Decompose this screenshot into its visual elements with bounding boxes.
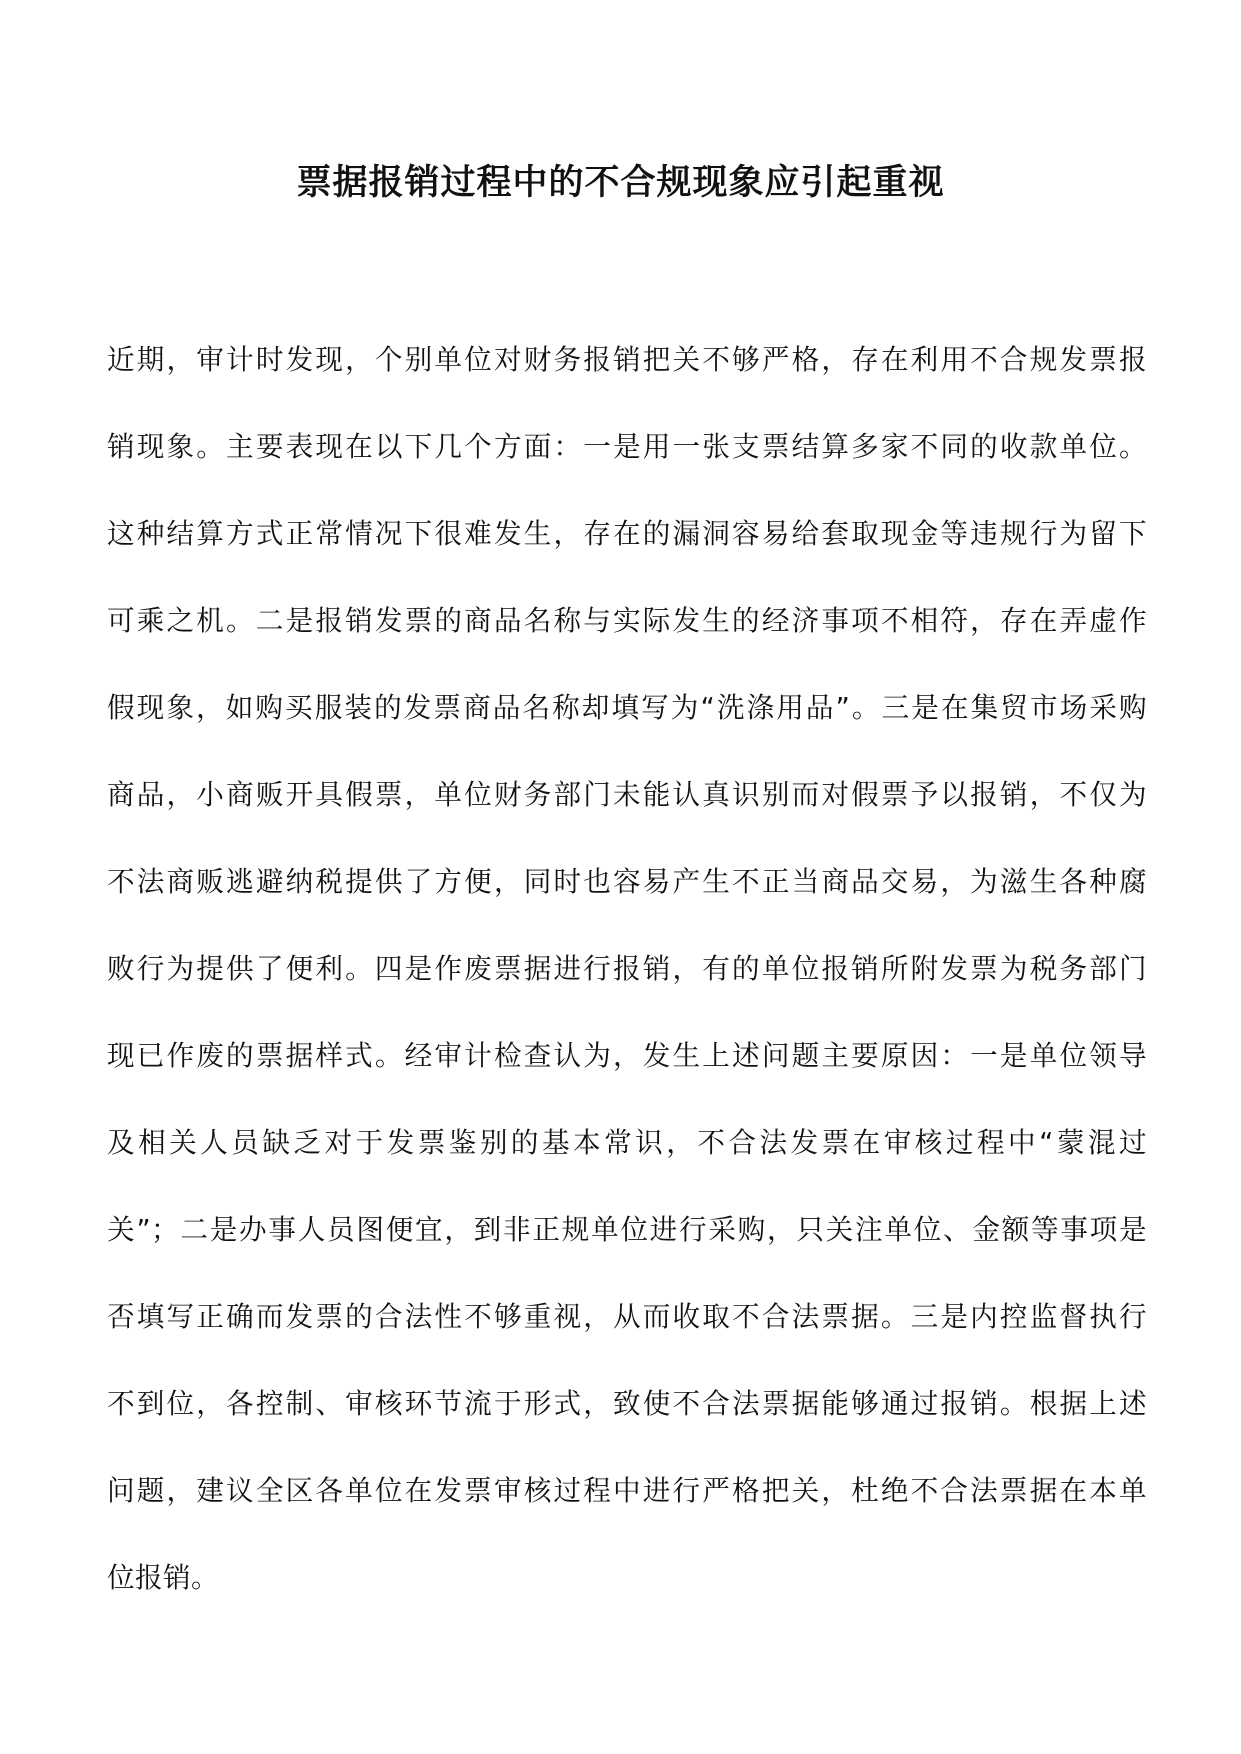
document-title: 票据报销过程中的不合规现象应引起重视 [296, 163, 945, 203]
body-line: 关”；二是办事人员图便宜，到非正规单位进行采购，只关注单位、金额等事项是 [107, 1213, 1147, 1246]
body-line: 这种结算方式正常情况下很难发生，存在的漏洞容易给套取现金等违规行为留下 [107, 517, 1147, 550]
body-line: 问题，建议全区各单位在发票审核过程中进行严格把关，杜绝不合法票据在本单 [107, 1474, 1147, 1507]
body-line: 商品，小商贩开具假票，单位财务部门未能认真识别而对假票予以报销，不仅为 [107, 778, 1147, 811]
body-line: 近期，审计时发现，个别单位对财务报销把关不够严格，存在利用不合规发票报 [107, 343, 1147, 376]
document-body [107, 345, 1147, 1650]
body-line: 及相关人员缺乏对于发票鉴别的基本常识，不合法发票在审核过程中“蒙混过 [107, 1126, 1147, 1159]
body-line: 否填写正确而发票的合法性不够重视，从而收取不合法票据。三是内控监督执行 [107, 1300, 1147, 1333]
body-line: 可乘之机。二是报销发票的商品名称与实际发生的经济事项不相符，存在弄虚作 [107, 604, 1147, 637]
body-line: 不法商贩逃避纳税提供了方便，同时也容易产生不正当商品交易，为滋生各种腐 [107, 865, 1147, 898]
body-line: 现已作废的票据样式。经审计检查认为，发生上述问题主要原因：一是单位领导 [107, 1039, 1147, 1072]
body-line: 假现象，如购买服装的发票商品名称却填写为“洗涤用品”。三是在集贸市场采购 [107, 691, 1147, 724]
body-line: 不到位，各控制、审核环节流于形式，致使不合法票据能够通过报销。根据上述 [107, 1387, 1147, 1420]
body-line: 位报销。 [107, 1561, 219, 1594]
body-line: 销现象。主要表现在以下几个方面：一是用一张支票结算多家不同的收款单位。 [107, 430, 1147, 463]
body-line: 败行为提供了便利。四是作废票据进行报销，有的单位报销所附发票为税务部门 [107, 952, 1147, 985]
